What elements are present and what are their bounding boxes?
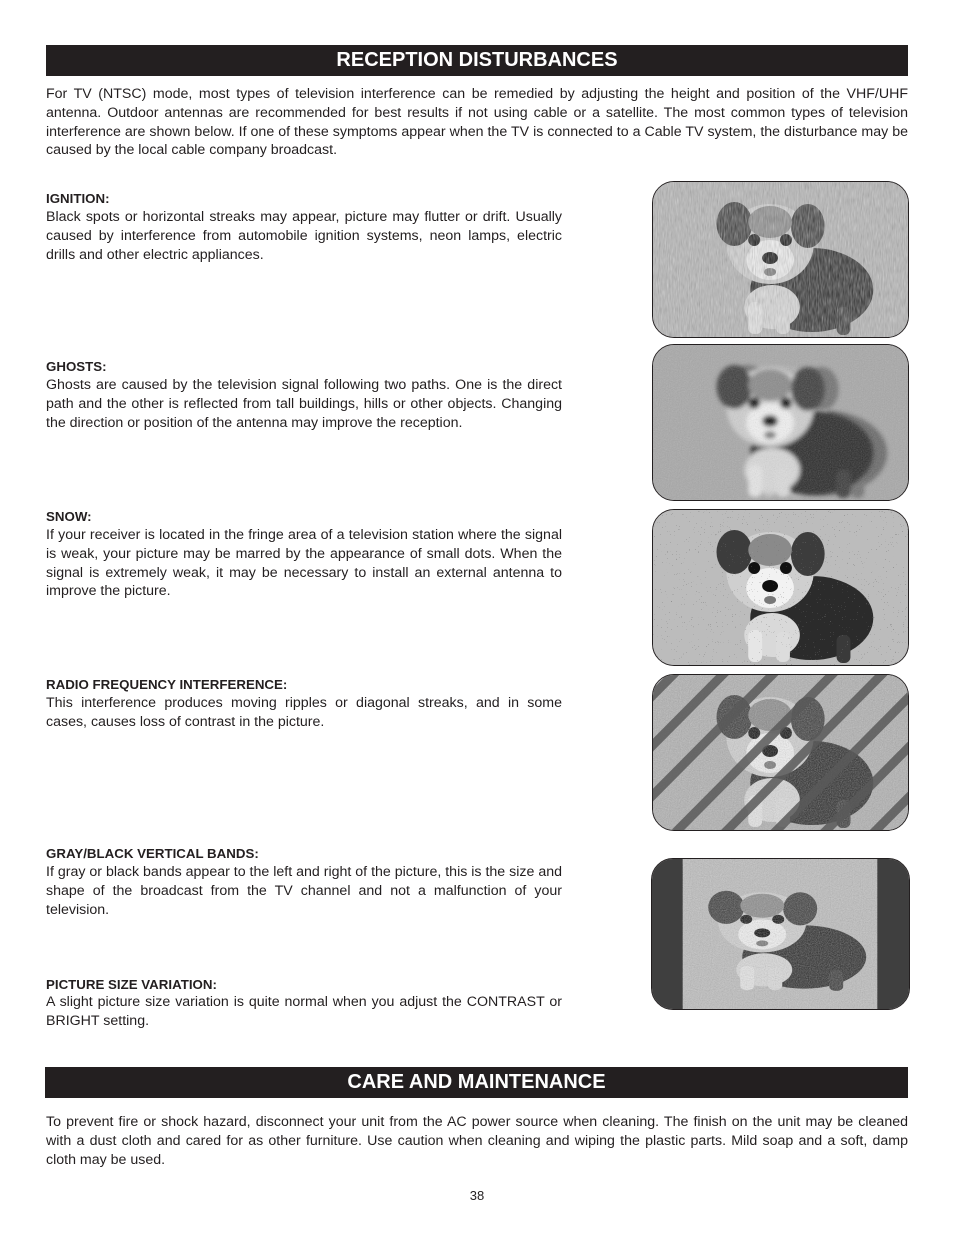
text-snow: If your receiver is located in the fringe area of a television station where the signal is weak, your picture may be marred by the appearance of small dots. When the signal is extremely weak, it may be necessary to install an external antenna to improve the picture. — [46, 527, 562, 600]
vertical-bands-example-photo — [651, 858, 910, 1010]
text-picture-size: A slight picture size variation is quite normal when you adjust the CONTRAST or BRIGHT setting. — [46, 994, 562, 1029]
section-title-reception: RECEPTION DISTURBANCES — [46, 45, 908, 76]
page-number: 38 — [469, 1188, 485, 1203]
text-ignition: Black spots or horizontal streaks may appear, picture may flutter or drift. Usually caused by interference from automobile ignition systems, neon lamps, electric drills and other electric appliances. — [46, 209, 562, 263]
text-ghosts: Ghosts are caused by the television signal following two paths. One is the direct path and the other is reflected from tall buildings, hills or other objects. Changing the direction or position of the antenna may improve the reception. — [46, 377, 562, 431]
ghosts-example-photo — [652, 344, 909, 501]
ignition-example-photo — [652, 181, 909, 338]
snow-example-photo — [652, 509, 909, 666]
radio-interference-example-photo — [652, 674, 909, 831]
text-radio-frequency-interference: This interference produces moving ripples or diagonal streaks, and in some cases, causes loss of contrast in the picture. — [46, 695, 562, 730]
care-text: To prevent fire or shock hazard, disconnect your unit from the AC power source when cleaning. The finish on the unit may be cleaned with a dust cloth and cared for as other furniture. Use caution when cleaning and wiping the plastic parts. Mild soap and a soft, damp cloth may be used. — [46, 1114, 908, 1168]
section-title-care: CARE AND MAINTENANCE — [45, 1067, 908, 1098]
heading-picture-size: PICTURE SIZE VARIATION: — [46, 977, 217, 992]
reception-intro: For TV (NTSC) mode, most types of television interference can be remedied by adjusting the height and position of the VHF/UHF antenna. Outdoor antennas are recommended for best results if not using cable or a satellite. The most common types of television interference are shown below. If one of these symptoms appear when the TV is connected to a Cable TV system, the disturbance may be caused by the local cable company broadcast. — [46, 86, 908, 159]
text-vertical-bands: If gray or black bands appear to the left and right of the picture, this is the size and shape of the broadcast from the TV channel and not a malfunction of your television. — [46, 864, 562, 918]
heading-snow: SNOW: — [46, 509, 92, 524]
heading-vertical-bands: GRAY/BLACK VERTICAL BANDS: — [46, 846, 259, 861]
heading-ignition: IGNITION: — [46, 191, 110, 206]
heading-radio-frequency-interference: RADIO FREQUENCY INTERFERENCE: — [46, 677, 288, 692]
heading-ghosts: GHOSTS: — [46, 359, 107, 374]
